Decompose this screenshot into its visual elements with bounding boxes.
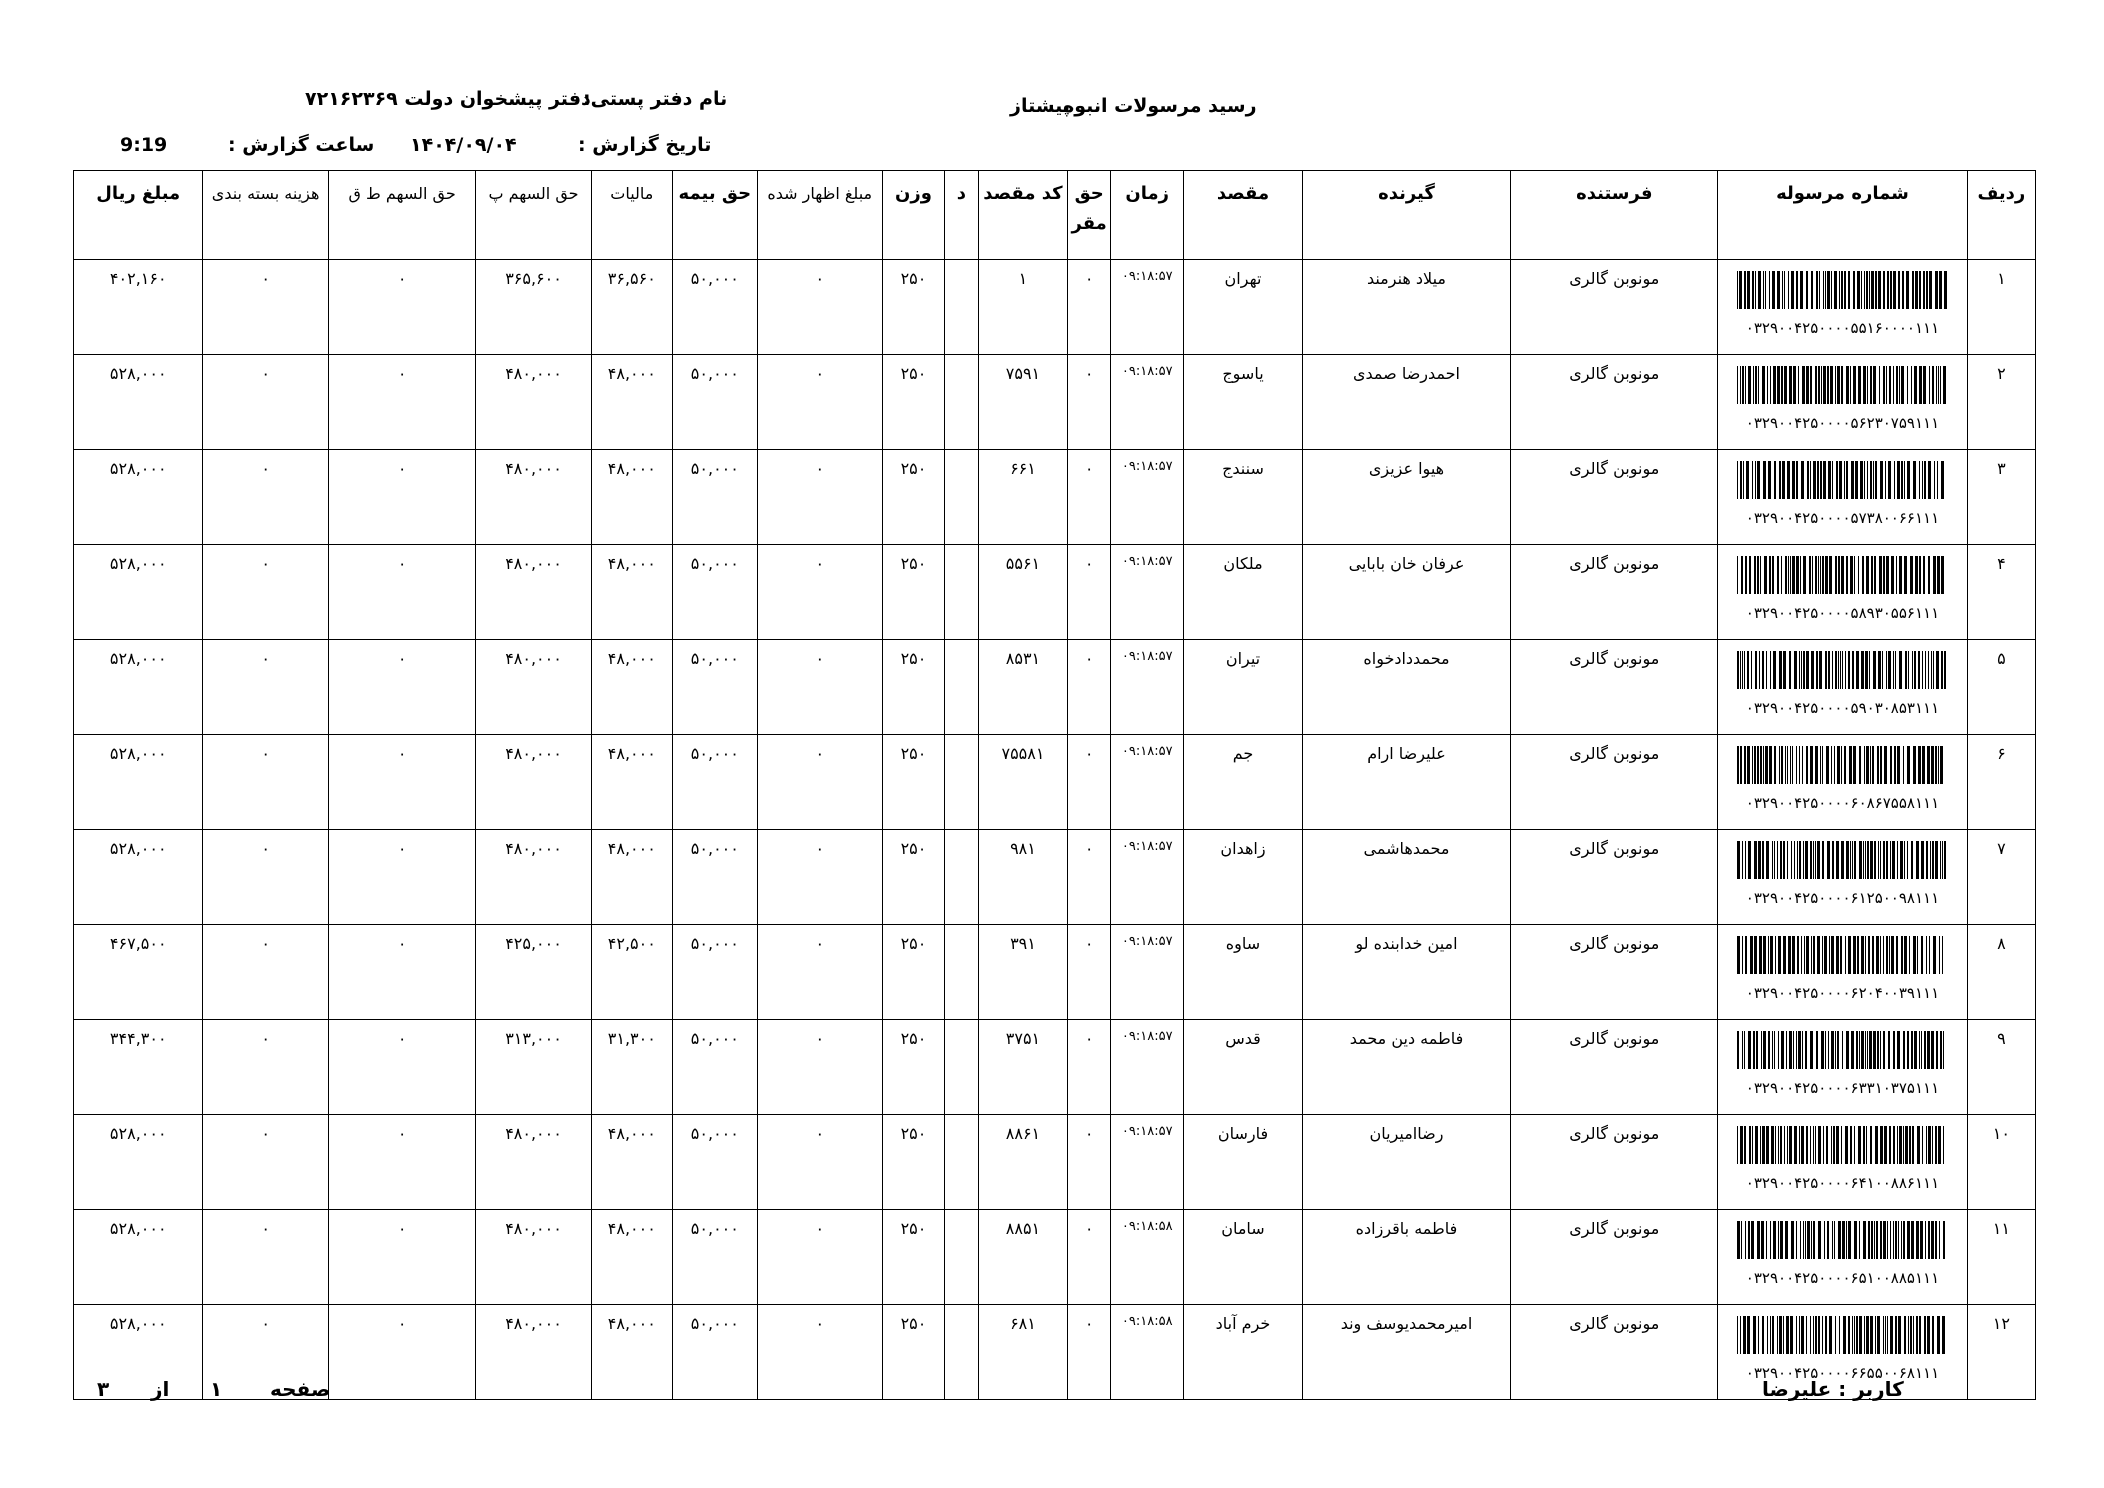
cell-receiver: فاطمه دین محمد: [1302, 1020, 1511, 1115]
cell-insurance: ۵۰,۰۰۰: [673, 545, 758, 640]
cell-insurance: ۵۰,۰۰۰: [673, 925, 758, 1020]
cell-share-p: ۴۲۵,۰۰۰: [476, 925, 591, 1020]
cell-time: ۰۹:۱۸:۵۷: [1111, 355, 1184, 450]
cell-d: [945, 830, 979, 925]
cell-amount-rial: ۵۲۸,۰۰۰: [74, 1210, 203, 1305]
cell-share-p: ۴۸۰,۰۰۰: [476, 830, 591, 925]
table-row: [74, 830, 2036, 925]
cell-destination: قدس: [1184, 1020, 1302, 1115]
barcode-image: [1737, 1126, 1947, 1164]
cell-sender: مونوبن گالری: [1511, 450, 1718, 545]
cell-row: ۹: [1967, 1020, 2035, 1115]
cell-share-p: ۴۸۰,۰۰۰: [476, 1115, 591, 1210]
cell-share-tq: ۰: [328, 830, 476, 925]
cell-receiver: عرفان خان بابایی: [1302, 545, 1511, 640]
parcel-number-text: ۰۳۲۹۰۰۴۲۵۰۰۰۰۵۵۱۶۰۰۰۰۱۱۱: [1745, 319, 1940, 337]
cell-hq-fee: ۰: [1068, 1210, 1111, 1305]
footer-of-label: از: [151, 1377, 170, 1401]
cell-insurance: ۵۰,۰۰۰: [673, 1020, 758, 1115]
cell-declared-amount: ۰: [757, 1305, 882, 1400]
cell-share-p: ۴۸۰,۰۰۰: [476, 735, 591, 830]
barcode-image: [1737, 271, 1947, 309]
cell-packing-cost: ۰: [203, 830, 328, 925]
cell-tax: ۴۸,۰۰۰: [591, 355, 672, 450]
cell-time: ۰۹:۱۸:۵۷: [1111, 830, 1184, 925]
cell-amount-rial: ۵۲۸,۰۰۰: [74, 735, 203, 830]
cell-sender: مونوبن گالری: [1511, 640, 1718, 735]
cell-declared-amount: ۰: [757, 450, 882, 545]
parcel-number-text: ۰۳۲۹۰۰۴۲۵۰۰۰۰۶۶۵۵۰۰۶۸۱۱۱: [1745, 1364, 1940, 1382]
cell-time: ۰۹:۱۸:۵۸: [1111, 1305, 1184, 1400]
barcode-image: [1737, 1316, 1947, 1354]
cell-time: ۰۹:۱۸:۵۷: [1111, 450, 1184, 545]
cell-parcel-number: [1718, 830, 1968, 925]
cell-receiver: فاطمه باقرزاده: [1302, 1210, 1511, 1305]
cell-share-tq: ۰: [328, 1210, 476, 1305]
cell-row: ۲: [1967, 355, 2035, 450]
cell-time: ۰۹:۱۸:۵۷: [1111, 1115, 1184, 1210]
cell-parcel-number: [1718, 355, 1968, 450]
cell-d: [945, 640, 979, 735]
cell-destination: فارسان: [1184, 1115, 1302, 1210]
cell-weight: ۲۵۰: [882, 1115, 944, 1210]
cell-share-tq: ۰: [328, 545, 476, 640]
cell-share-tq: ۰: [328, 1115, 476, 1210]
col-sender: فرستنده: [1511, 171, 1718, 260]
cell-d: [945, 450, 979, 545]
cell-parcel-number: [1718, 1115, 1968, 1210]
cell-parcel-number: [1718, 545, 1968, 640]
cell-row: ۷: [1967, 830, 2035, 925]
report-date: ۱۴۰۴/۰۹/۰۴: [410, 134, 517, 156]
cell-tax: ۴۸,۰۰۰: [591, 450, 672, 545]
col-amount-rial: مبلغ ریال: [74, 171, 203, 260]
cell-d: [945, 735, 979, 830]
table-row: [74, 640, 2036, 735]
cell-packing-cost: ۰: [203, 450, 328, 545]
cell-receiver: امیرمحمدیوسف وند: [1302, 1305, 1511, 1400]
cell-hq-fee: ۰: [1068, 355, 1111, 450]
cell-destination-code: ۵۵۶۱: [978, 545, 1068, 640]
barcode-image: [1737, 366, 1947, 404]
cell-share-tq: ۰: [328, 450, 476, 545]
cell-destination: تیران: [1184, 640, 1302, 735]
col-declared-amount: مبلغ اظهار شده: [757, 171, 882, 260]
cell-hq-fee: ۰: [1068, 1115, 1111, 1210]
cell-tax: ۴۸,۰۰۰: [591, 1115, 672, 1210]
cell-weight: ۲۵۰: [882, 1210, 944, 1305]
parcel-number-text: ۰۳۲۹۰۰۴۲۵۰۰۰۰۶۰۸۶۷۵۵۸۱۱۱: [1745, 794, 1940, 812]
cell-d: [945, 355, 979, 450]
cell-amount-rial: ۴۰۲,۱۶۰: [74, 260, 203, 355]
cell-weight: ۲۵۰: [882, 545, 944, 640]
cell-row: ۱۲: [1967, 1305, 2035, 1400]
cell-tax: ۴۸,۰۰۰: [591, 830, 672, 925]
parcel-number-text: ۰۳۲۹۰۰۴۲۵۰۰۰۰۵۶۲۳۰۷۵۹۱۱۱: [1745, 414, 1940, 432]
cell-tax: ۴۸,۰۰۰: [591, 640, 672, 735]
cell-d: [945, 260, 979, 355]
cell-share-p: ۳۶۵,۶۰۰: [476, 260, 591, 355]
cell-time: ۰۹:۱۸:۵۷: [1111, 735, 1184, 830]
barcode-image: [1737, 556, 1947, 594]
table-row: [74, 450, 2036, 545]
cell-declared-amount: ۰: [757, 545, 882, 640]
barcode-image: [1737, 461, 1947, 499]
col-destination: مقصد: [1184, 171, 1302, 260]
col-row: ردیف: [1967, 171, 2035, 260]
cell-sender: مونوبن گالری: [1511, 830, 1718, 925]
cell-row: ۵: [1967, 640, 2035, 735]
cell-receiver: میلاد هنرمند: [1302, 260, 1511, 355]
cell-amount-rial: ۵۲۸,۰۰۰: [74, 1305, 203, 1400]
cell-packing-cost: ۰: [203, 735, 328, 830]
col-share-p: حق السهم پ: [476, 171, 591, 260]
col-weight: وزن: [882, 171, 944, 260]
cell-destination: یاسوج: [1184, 355, 1302, 450]
cell-weight: ۲۵۰: [882, 260, 944, 355]
cell-receiver: علیرضا ارام: [1302, 735, 1511, 830]
cell-receiver: امین خدابنده لو: [1302, 925, 1511, 1020]
cell-sender: مونوبن گالری: [1511, 1210, 1718, 1305]
col-share-tq: حق السهم ط ق: [328, 171, 476, 260]
parcel-number-text: ۰۳۲۹۰۰۴۲۵۰۰۰۰۵۸۹۳۰۵۵۶۱۱۱: [1745, 604, 1940, 622]
cell-declared-amount: ۰: [757, 1115, 882, 1210]
cell-amount-rial: ۵۲۸,۰۰۰: [74, 830, 203, 925]
cell-destination: ملکان: [1184, 545, 1302, 640]
cell-destination-code: ۷۵۵۸۱: [978, 735, 1068, 830]
cell-insurance: ۵۰,۰۰۰: [673, 830, 758, 925]
table-row: [74, 1115, 2036, 1210]
cell-time: ۰۹:۱۸:۵۷: [1111, 260, 1184, 355]
cell-amount-rial: ۵۲۸,۰۰۰: [74, 450, 203, 545]
table-row: [74, 1020, 2036, 1115]
cell-sender: مونوبن گالری: [1511, 1020, 1718, 1115]
cell-receiver: محمدهاشمی: [1302, 830, 1511, 925]
cell-amount-rial: ۵۲۸,۰۰۰: [74, 640, 203, 735]
cell-weight: ۲۵۰: [882, 1305, 944, 1400]
cell-amount-rial: ۴۶۷,۵۰۰: [74, 925, 203, 1020]
parcel-number-text: ۰۳۲۹۰۰۴۲۵۰۰۰۰۶۴۱۰۰۸۸۶۱۱۱: [1745, 1174, 1940, 1192]
cell-weight: ۲۵۰: [882, 1020, 944, 1115]
col-receiver: گیرنده: [1302, 171, 1511, 260]
cell-sender: مونوبن گالری: [1511, 260, 1718, 355]
cell-packing-cost: ۰: [203, 545, 328, 640]
cell-time: ۰۹:۱۸:۵۷: [1111, 925, 1184, 1020]
cell-time: ۰۹:۱۸:۵۸: [1111, 1210, 1184, 1305]
cell-receiver: احمدرضا صمدی: [1302, 355, 1511, 450]
cell-parcel-number: [1718, 1020, 1968, 1115]
cell-packing-cost: ۰: [203, 1210, 328, 1305]
table-header-row: [74, 171, 2036, 260]
cell-d: [945, 1305, 979, 1400]
cell-amount-rial: ۵۲۸,۰۰۰: [74, 355, 203, 450]
cell-parcel-number: [1718, 260, 1968, 355]
cell-tax: ۴۸,۰۰۰: [591, 545, 672, 640]
cell-parcel-number: [1718, 925, 1968, 1020]
barcode-image: [1737, 841, 1947, 879]
service-type: پیشتاز: [1010, 95, 1071, 117]
col-tax: مالیات: [591, 171, 672, 260]
cell-packing-cost: ۰: [203, 1305, 328, 1400]
table-row: [74, 355, 2036, 450]
cell-share-p: ۴۸۰,۰۰۰: [476, 545, 591, 640]
parcel-receipt-table: [73, 170, 2036, 1400]
cell-sender: مونوبن گالری: [1511, 1115, 1718, 1210]
cell-row: ۶: [1967, 735, 2035, 830]
table-row: [74, 925, 2036, 1020]
cell-parcel-number: [1718, 735, 1968, 830]
cell-packing-cost: ۰: [203, 1020, 328, 1115]
cell-destination: تهران: [1184, 260, 1302, 355]
cell-hq-fee: ۰: [1068, 1305, 1111, 1400]
cell-time: ۰۹:۱۸:۵۷: [1111, 545, 1184, 640]
cell-hq-fee: ۰: [1068, 830, 1111, 925]
cell-destination-code: ۳۷۵۱: [978, 1020, 1068, 1115]
col-time: زمان: [1111, 171, 1184, 260]
cell-d: [945, 1020, 979, 1115]
cell-time: ۰۹:۱۸:۵۷: [1111, 640, 1184, 735]
parcel-number-text: ۰۳۲۹۰۰۴۲۵۰۰۰۰۶۱۲۵۰۰۹۸۱۱۱: [1745, 889, 1940, 907]
barcode-image: [1737, 1031, 1947, 1069]
cell-amount-rial: ۵۲۸,۰۰۰: [74, 545, 203, 640]
cell-share-tq: ۰: [328, 925, 476, 1020]
report-time-label: ساعت گزارش :: [228, 134, 375, 156]
cell-share-tq: ۰: [328, 640, 476, 735]
receipt-title: رسید مرسولات انبوه: [1063, 95, 1257, 117]
cell-weight: ۲۵۰: [882, 735, 944, 830]
cell-destination: خرم آباد: [1184, 1305, 1302, 1400]
col-insurance: حق بیمه: [673, 171, 758, 260]
cell-tax: ۳۱,۳۰۰: [591, 1020, 672, 1115]
cell-sender: مونوبن گالری: [1511, 1305, 1718, 1400]
cell-d: [945, 925, 979, 1020]
cell-share-p: ۳۱۳,۰۰۰: [476, 1020, 591, 1115]
cell-d: [945, 1115, 979, 1210]
col-packing-cost: هزینه بسته بندی: [203, 171, 328, 260]
cell-declared-amount: ۰: [757, 1210, 882, 1305]
cell-destination-code: ۳۹۱: [978, 925, 1068, 1020]
cell-row: ۱۱: [1967, 1210, 2035, 1305]
cell-destination-code: ۹۸۱: [978, 830, 1068, 925]
cell-insurance: ۵۰,۰۰۰: [673, 450, 758, 545]
cell-amount-rial: ۵۲۸,۰۰۰: [74, 1115, 203, 1210]
cell-hq-fee: ۰: [1068, 260, 1111, 355]
cell-destination: سامان: [1184, 1210, 1302, 1305]
footer-page-current: ۱: [210, 1377, 223, 1401]
cell-time: ۰۹:۱۸:۵۷: [1111, 1020, 1184, 1115]
cell-share-p: ۴۸۰,۰۰۰: [476, 450, 591, 545]
cell-receiver: رضاامیریان: [1302, 1115, 1511, 1210]
barcode-image: [1737, 936, 1947, 974]
cell-sender: مونوبن گالری: [1511, 545, 1718, 640]
cell-d: [945, 545, 979, 640]
cell-weight: ۲۵۰: [882, 450, 944, 545]
cell-hq-fee: ۰: [1068, 640, 1111, 735]
barcode-image: [1737, 1221, 1947, 1259]
cell-receiver: محمددادخواه: [1302, 640, 1511, 735]
cell-destination-code: ۶۸۱: [978, 1305, 1068, 1400]
cell-insurance: ۵۰,۰۰۰: [673, 1305, 758, 1400]
cell-destination: جم: [1184, 735, 1302, 830]
cell-parcel-number: [1718, 1210, 1968, 1305]
cell-share-p: ۴۸۰,۰۰۰: [476, 355, 591, 450]
cell-hq-fee: ۰: [1068, 450, 1111, 545]
cell-insurance: ۵۰,۰۰۰: [673, 355, 758, 450]
cell-hq-fee: ۰: [1068, 545, 1111, 640]
table-row: [74, 1305, 2036, 1400]
cell-sender: مونوبن گالری: [1511, 355, 1718, 450]
cell-parcel-number: [1718, 450, 1968, 545]
cell-row: ۳: [1967, 450, 2035, 545]
cell-sender: مونوبن گالری: [1511, 735, 1718, 830]
cell-share-p: ۴۸۰,۰۰۰: [476, 1210, 591, 1305]
cell-destination: زاهدان: [1184, 830, 1302, 925]
cell-d: [945, 1210, 979, 1305]
barcode-image: [1737, 651, 1947, 689]
cell-row: ۸: [1967, 925, 2035, 1020]
cell-destination-code: ۱: [978, 260, 1068, 355]
cell-weight: ۲۵۰: [882, 925, 944, 1020]
cell-packing-cost: ۰: [203, 260, 328, 355]
report-date-label: تاریخ گزارش :: [578, 134, 712, 156]
report-time: 9:19: [120, 134, 168, 156]
cell-weight: ۲۵۰: [882, 355, 944, 450]
cell-packing-cost: ۰: [203, 925, 328, 1020]
col-d: د: [945, 171, 979, 260]
office-label: نام دفتر پستی:: [583, 88, 728, 110]
cell-share-tq: ۰: [328, 355, 476, 450]
cell-share-p: ۴۸۰,۰۰۰: [476, 640, 591, 735]
cell-share-tq: ۰: [328, 1305, 476, 1400]
cell-destination: سنندج: [1184, 450, 1302, 545]
col-parcel-number: شماره مرسوله: [1718, 171, 1968, 260]
cell-packing-cost: ۰: [203, 1115, 328, 1210]
cell-insurance: ۵۰,۰۰۰: [673, 640, 758, 735]
cell-share-tq: ۰: [328, 260, 476, 355]
cell-destination-code: ۸۵۳۱: [978, 640, 1068, 735]
cell-hq-fee: ۰: [1068, 925, 1111, 1020]
footer-user: کاربر : علیرضا: [1762, 1377, 1904, 1401]
table-row: [74, 545, 2036, 640]
cell-insurance: ۵۰,۰۰۰: [673, 1115, 758, 1210]
cell-sender: مونوبن گالری: [1511, 925, 1718, 1020]
cell-destination-code: ۸۸۶۱: [978, 1115, 1068, 1210]
cell-declared-amount: ۰: [757, 355, 882, 450]
cell-amount-rial: ۳۴۴,۳۰۰: [74, 1020, 203, 1115]
parcel-number-text: ۰۳۲۹۰۰۴۲۵۰۰۰۰۶۳۳۱۰۳۷۵۱۱۱: [1745, 1079, 1940, 1097]
parcel-number-text: ۰۳۲۹۰۰۴۲۵۰۰۰۰۶۲۰۴۰۰۳۹۱۱۱: [1745, 984, 1940, 1002]
cell-destination: ساوه: [1184, 925, 1302, 1020]
cell-destination-code: ۶۶۱: [978, 450, 1068, 545]
cell-destination-code: ۷۵۹۱: [978, 355, 1068, 450]
col-destination-code: کد مقصد: [978, 171, 1068, 260]
cell-insurance: ۵۰,۰۰۰: [673, 1210, 758, 1305]
cell-packing-cost: ۰: [203, 355, 328, 450]
footer-page-label: صفحه: [270, 1377, 331, 1401]
cell-insurance: ۵۰,۰۰۰: [673, 260, 758, 355]
col-hq-fee: حق مقر: [1068, 171, 1111, 260]
cell-share-tq: ۰: [328, 1020, 476, 1115]
cell-declared-amount: ۰: [757, 640, 882, 735]
cell-share-tq: ۰: [328, 735, 476, 830]
cell-tax: ۴۲,۵۰۰: [591, 925, 672, 1020]
cell-tax: ۴۸,۰۰۰: [591, 1305, 672, 1400]
table-row: [74, 260, 2036, 355]
parcel-number-text: ۰۳۲۹۰۰۴۲۵۰۰۰۰۶۵۱۰۰۸۸۵۱۱۱: [1745, 1269, 1940, 1287]
cell-weight: ۲۵۰: [882, 640, 944, 735]
cell-hq-fee: ۰: [1068, 1020, 1111, 1115]
table-row: [74, 1210, 2036, 1305]
cell-destination-code: ۸۸۵۱: [978, 1210, 1068, 1305]
cell-declared-amount: ۰: [757, 925, 882, 1020]
cell-tax: ۴۸,۰۰۰: [591, 1210, 672, 1305]
cell-tax: ۳۶,۵۶۰: [591, 260, 672, 355]
cell-declared-amount: ۰: [757, 260, 882, 355]
barcode-image: [1737, 746, 1947, 784]
office-name: دفتر پیشخوان دولت ۷۲۱۶۲۳۶۹: [305, 88, 591, 110]
parcel-number-text: ۰۳۲۹۰۰۴۲۵۰۰۰۰۵۹۰۳۰۸۵۳۱۱۱: [1745, 699, 1940, 717]
footer-page-total: ۳: [97, 1377, 110, 1401]
cell-share-p: ۴۸۰,۰۰۰: [476, 1305, 591, 1400]
cell-weight: ۲۵۰: [882, 830, 944, 925]
cell-hq-fee: ۰: [1068, 735, 1111, 830]
cell-receiver: هیوا عزیزی: [1302, 450, 1511, 545]
cell-row: ۴: [1967, 545, 2035, 640]
cell-parcel-number: [1718, 640, 1968, 735]
cell-declared-amount: ۰: [757, 830, 882, 925]
table-row: [74, 735, 2036, 830]
cell-packing-cost: ۰: [203, 640, 328, 735]
cell-insurance: ۵۰,۰۰۰: [673, 735, 758, 830]
parcel-number-text: ۰۳۲۹۰۰۴۲۵۰۰۰۰۵۷۳۸۰۰۶۶۱۱۱: [1745, 509, 1940, 527]
cell-row: ۱۰: [1967, 1115, 2035, 1210]
cell-declared-amount: ۰: [757, 735, 882, 830]
cell-row: ۱: [1967, 260, 2035, 355]
cell-declared-amount: ۰: [757, 1020, 882, 1115]
cell-tax: ۴۸,۰۰۰: [591, 735, 672, 830]
